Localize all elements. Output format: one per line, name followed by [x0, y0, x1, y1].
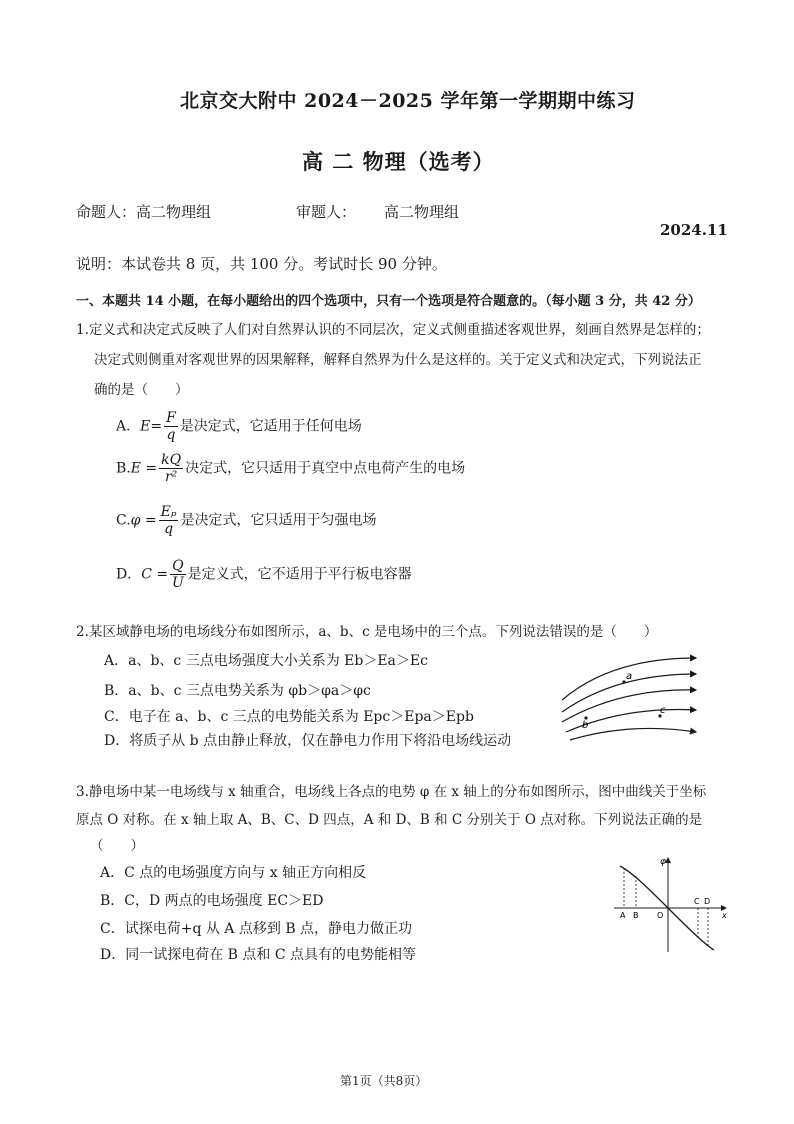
field-line-5	[570, 728, 696, 740]
label-B: B	[633, 911, 639, 920]
denominator: r²	[164, 469, 178, 485]
q2-stem: 2.某区域静电场的电场线分布如图所示，a、b、c 是电场中的三个点。下列说法错误的是（ ）	[76, 624, 658, 640]
denominator: U	[171, 575, 184, 591]
q3-stem-line2: 原点 O 对称。在 x 轴上取 A、B、C、D 四点，A 和 D、B 和 C 分别关于 O 点对称。下列说法正确的是	[76, 812, 703, 828]
fraction	[164, 410, 178, 443]
numerator: F	[166, 410, 176, 426]
label-A: A	[620, 911, 626, 920]
exam-date: 2024.11	[660, 221, 728, 239]
school-title: 北京交大附中 2024－2025 学年第一学期期中练习	[180, 90, 636, 112]
q1-option-c[interactable]	[116, 504, 376, 537]
q2-option-d[interactable]: D．将质子从 b 点由静止释放，仅在静电力作用下将沿电场线运动	[104, 733, 512, 749]
section-heading: 一、本题共 14 小题，在每小题给出的四个选项中，只有一个选项是符合题意的。（每小题 3 分，共 42 分）	[76, 294, 701, 309]
q1-option-d[interactable]	[116, 558, 412, 591]
numerator: kQ	[161, 452, 182, 468]
option-text: 是定义式，它不适用于平行板电容器	[187, 566, 412, 583]
fraction	[159, 504, 179, 537]
option-text: 决定式，它只适用于真空中点电荷产生的电场	[185, 460, 466, 477]
label-c: c	[660, 705, 666, 716]
q3-stem-line3: （ ）	[90, 838, 144, 854]
q1-stem-line1: 1.定义式和决定式反映了人们对自然界认识的不同层次，定义式侧重描述客观世界，刻画自然界是怎样的；	[76, 322, 710, 338]
fraction	[159, 452, 183, 485]
q3-option-d[interactable]: D．同一试探电荷在 B 点和 C 点具有的电势能相等	[100, 947, 417, 963]
numerator: Q	[172, 558, 184, 574]
formula-lhs: E=	[140, 418, 163, 435]
q2-option-a[interactable]: A．a、b、c 三点电场强度大小关系为 Eb＞Ea＞Ec	[104, 653, 428, 669]
label-C: C	[694, 897, 700, 906]
q1-option-b[interactable]	[116, 452, 465, 485]
label-D: D	[704, 897, 711, 906]
q3-option-c[interactable]: C．试探电荷+q 从 A 点移到 B 点，静电力做正功	[100, 921, 413, 937]
formula-lhs: E =	[130, 460, 158, 477]
page-number: 第1页（共8页）	[340, 1074, 428, 1088]
q1-stem-line3: 确的是（ ）	[94, 382, 189, 398]
q3-option-a[interactable]: A．C 点的电场强度方向与 x 轴正方向相反	[100, 865, 367, 881]
option-text: 是决定式，它适用于任何电场	[179, 418, 362, 435]
field-line-3	[562, 690, 696, 722]
q2-option-b[interactable]: B．a、b、c 三点电势关系为 φb＞φa＞φc	[104, 683, 371, 699]
subject-title: 高 二 物理（选考）	[302, 149, 495, 174]
q3-stem-line1: 3.静电场中某一电场线与 x 轴重合，电场线上各点的电势 φ 在 x 轴上的分布如图所示，图中曲线关于坐标	[76, 784, 707, 800]
q2-option-c[interactable]: C．电子在 a、b、c 三点的电势能关系为 Epc＞Epa＞Epb	[104, 709, 474, 725]
option-label: A．	[116, 418, 141, 435]
numerator: Eₚ	[160, 504, 177, 520]
reviewer-label: 审题人：	[296, 203, 357, 221]
option-text: 是决定式，它只适用于匀强电场	[180, 512, 377, 529]
q1-option-a[interactable]	[116, 410, 362, 443]
label-b: b	[582, 720, 589, 731]
fraction	[170, 558, 185, 591]
denominator: q	[166, 427, 176, 443]
reviewer-name: 高二物理组	[384, 203, 460, 221]
option-label: D．	[116, 566, 142, 583]
option-label: B.	[116, 460, 131, 477]
label-phi: φ	[660, 857, 666, 867]
formula-lhs: C =	[141, 566, 169, 583]
option-label: C.	[116, 512, 131, 529]
instructions: 说明：本试卷共 8 页，共 100 分。考试时长 90 分钟。	[76, 255, 447, 273]
denominator: q	[164, 521, 174, 537]
q2-field-line-figure	[556, 652, 706, 752]
formula-lhs: φ =	[130, 512, 157, 529]
label-x: x	[722, 911, 727, 920]
author-label: 命题人：高二物理组	[76, 203, 212, 221]
q3-potential-graph	[608, 852, 732, 954]
label-O: O	[657, 911, 664, 920]
label-a: a	[626, 671, 633, 682]
q1-stem-line2: 决定式则侧重对客观世界的因果解释，解释自然界为什么是这样的。关于定义式和决定式，下列说法正	[94, 352, 702, 368]
q3-option-b[interactable]: B．C，D 两点的电场强度 EC＞ED	[100, 893, 324, 909]
